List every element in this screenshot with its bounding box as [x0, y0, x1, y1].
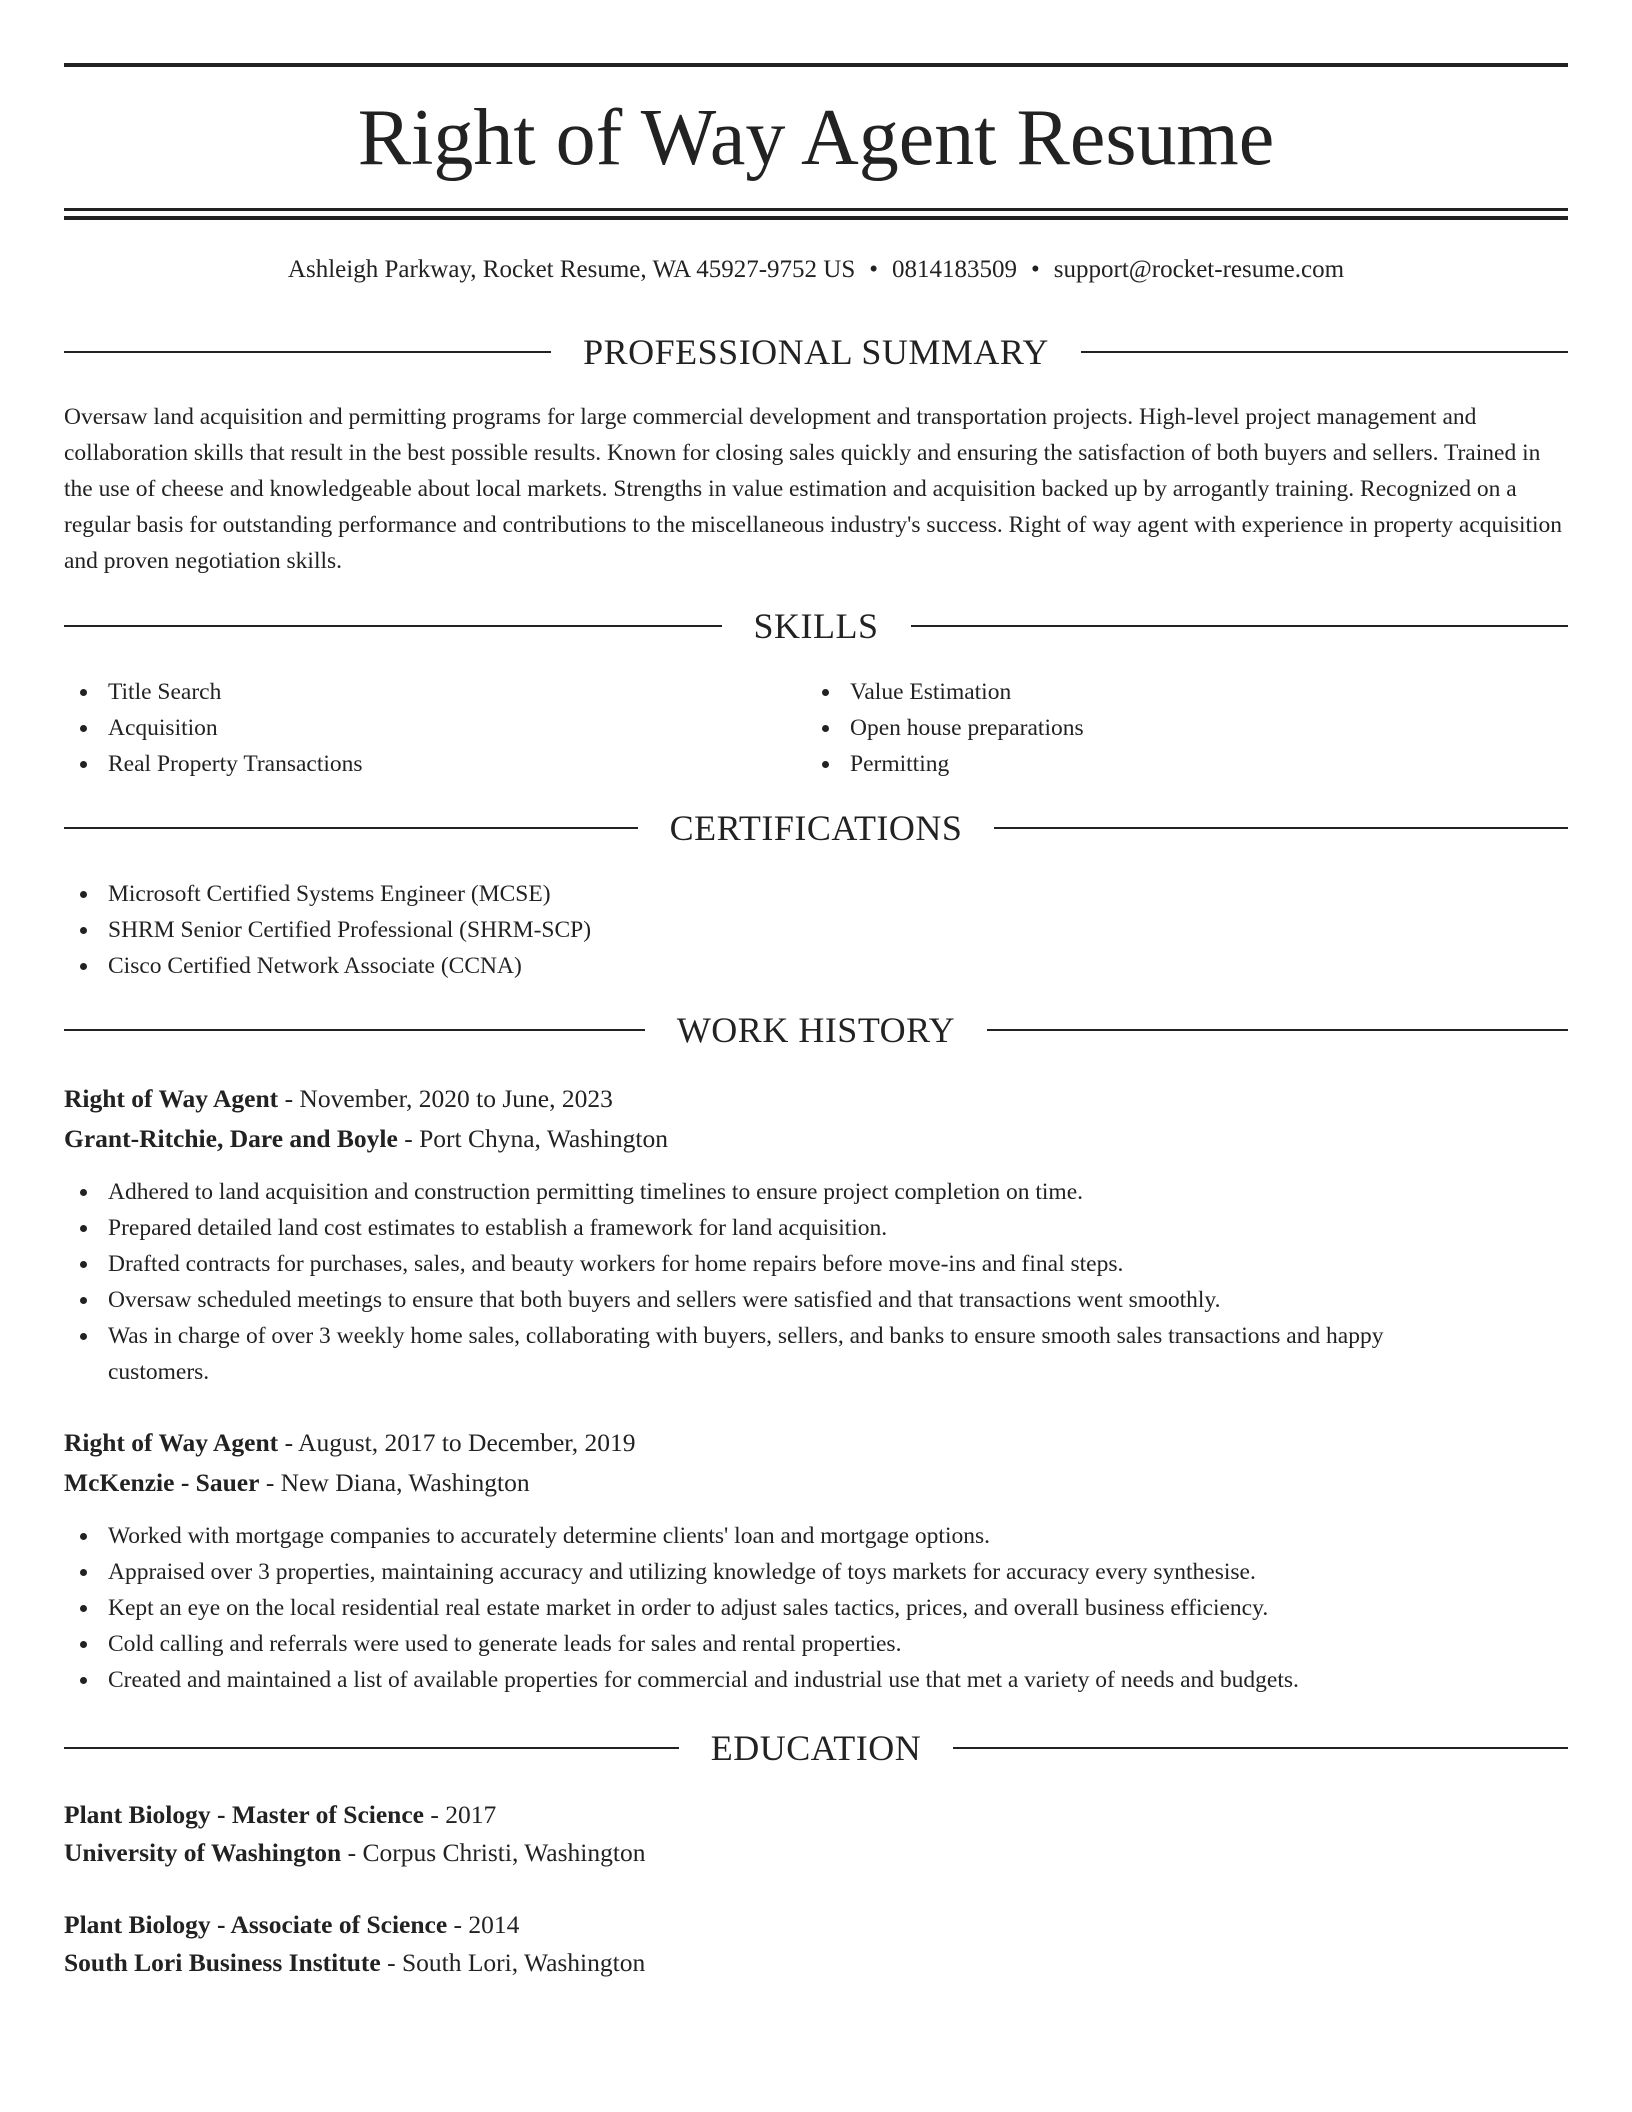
job-company: Grant-Ritchie, Dare and Boyle: [64, 1124, 398, 1153]
job-dates: - August, 2017 to December, 2019: [278, 1428, 636, 1457]
heading-rule: [987, 1029, 1568, 1031]
section-heading-certifications: [64, 806, 1568, 850]
skill-item: Acquisition: [64, 710, 784, 746]
contact-line: [64, 252, 1568, 288]
skill-item: Title Search: [64, 674, 784, 710]
job-bullet: Appraised over 3 properties, maintaining accuracy and utilizing knowledge of toys markets for accuracy every synthesise.: [64, 1554, 1568, 1590]
heading-rule: [953, 1747, 1568, 1749]
degree-year: - 2017: [424, 1800, 497, 1829]
job-company-line: [64, 1463, 530, 1503]
degree-name: Plant Biology - Master of Science: [64, 1800, 425, 1829]
job-bullet: Cold calling and referrals were used to generate leads for sales and rental properties.: [64, 1626, 1568, 1662]
section-heading-skills: [64, 604, 1568, 648]
heading-rule: [64, 1029, 645, 1031]
job-title: Right of Way Agent: [64, 1428, 279, 1457]
school-line: [64, 1833, 645, 1873]
heading-label: WORK HISTORY: [676, 1010, 956, 1050]
skill-item: Real Property Transactions: [64, 746, 784, 782]
job-bullet: Was in charge of over 3 weekly home sales, collaborating with buyers, sellers, and banks to ensure smooth sales transactions and happy customers.: [64, 1318, 1484, 1390]
page-title: Right of Way Agent Resume: [357, 94, 1275, 182]
certification-item: SHRM Senior Certified Professional (SHRM-SCP): [64, 912, 1568, 948]
contact-address: Ashleigh Parkway, Rocket Resume, WA 45927-9752 US: [287, 256, 856, 283]
school-line: [64, 1943, 645, 1983]
job-company: McKenzie - Sauer: [64, 1468, 260, 1497]
certification-item: Cisco Certified Network Associate (CCNA): [64, 948, 1568, 984]
school-location: - South Lori, Washington: [380, 1948, 646, 1977]
job-bullet: Worked with mortgage companies to accurately determine clients' loan and mortgage options.: [64, 1518, 1568, 1554]
heading-label: PROFESSIONAL SUMMARY: [583, 332, 1049, 372]
skill-item: Value Estimation: [806, 674, 1526, 710]
title-double-rule: [64, 208, 1568, 220]
job-location: - New Diana, Washington: [259, 1468, 530, 1497]
heading-rule: [64, 1747, 679, 1749]
heading-rule: [64, 625, 722, 627]
heading-rule: [994, 827, 1568, 829]
job-dates: - November, 2020 to June, 2023: [278, 1084, 613, 1113]
job-bullet: Drafted contracts for purchases, sales, and beauty workers for home repairs before move-ins and final steps.: [64, 1246, 1484, 1282]
skill-item: Open house preparations: [806, 710, 1526, 746]
job-bullet: Created and maintained a list of available properties for commercial and industrial use that met a variety of needs and budgets.: [64, 1662, 1568, 1698]
heading-rule: [64, 827, 638, 829]
job-company-line: [64, 1119, 668, 1159]
section-heading-work-history: [64, 1008, 1568, 1052]
job-bullet: Prepared detailed land cost estimates to establish a framework for land acquisition.: [64, 1210, 1484, 1246]
job-bullet: Adhered to land acquisition and construction permitting timelines to ensure project completion on time.: [64, 1174, 1484, 1210]
heading-label: SKILLS: [753, 606, 879, 646]
section-heading-education: [64, 1726, 1568, 1770]
heading-rule: [911, 625, 1569, 627]
skills-list-left: [64, 674, 784, 782]
job-bullet: Oversaw scheduled meetings to ensure that both buyers and sellers were satisfied and that transactions went smoothly.: [64, 1282, 1484, 1318]
school-location: - Corpus Christi, Washington: [341, 1838, 646, 1867]
heading-rule: [1081, 351, 1568, 353]
skills-list-right: [806, 674, 1526, 782]
job-bullet: Kept an eye on the local residential real estate market in order to adjust sales tactics, prices, and overall business efficiency.: [64, 1590, 1568, 1626]
top-rule: [64, 63, 1568, 67]
section-heading-summary: [64, 330, 1568, 374]
certifications-list: [64, 876, 1568, 984]
degree-name: Plant Biology - Associate of Science: [64, 1910, 448, 1939]
job-bullets: [64, 1518, 1568, 1698]
job-title-line: [64, 1423, 636, 1463]
summary-text: Oversaw land acquisition and permitting programs for large commercial development and transportation projects. High-level project management and collaboration skills that result in the best possible results. Known for closing sales quickly and ensuring the satisfaction of both buyers and sellers. Trained in the use of cheese and knowledgeable about local markets. Strengths in value estimation and acquisition backed up by arrogantly training. Recognized on a regular basis for outstanding performance and contributions to the miscellaneous industry's success. Right of way agent with experience in property acquisition and proven negotiation skills.: [64, 404, 1563, 574]
contact-separator: •: [1031, 256, 1040, 283]
school-name: University of Washington: [64, 1838, 342, 1867]
heading-rule: [64, 351, 551, 353]
contact-phone: 0814183509: [892, 256, 1017, 283]
job-bullets: [64, 1174, 1484, 1390]
contact-email: support@rocket-resume.com: [1053, 256, 1345, 283]
heading-label: EDUCATION: [710, 1728, 922, 1768]
contact-separator: •: [869, 256, 878, 283]
degree-line: [64, 1905, 519, 1945]
skill-item: Permitting: [806, 746, 1526, 782]
degree-line: [64, 1795, 496, 1835]
job-title-line: [64, 1079, 613, 1119]
heading-label: CERTIFICATIONS: [669, 808, 963, 848]
school-name: South Lori Business Institute: [64, 1948, 381, 1977]
degree-year: - 2014: [447, 1910, 520, 1939]
job-title: Right of Way Agent: [64, 1084, 279, 1113]
certification-item: Microsoft Certified Systems Engineer (MCSE): [64, 876, 1568, 912]
job-location: - Port Chyna, Washington: [397, 1124, 669, 1153]
